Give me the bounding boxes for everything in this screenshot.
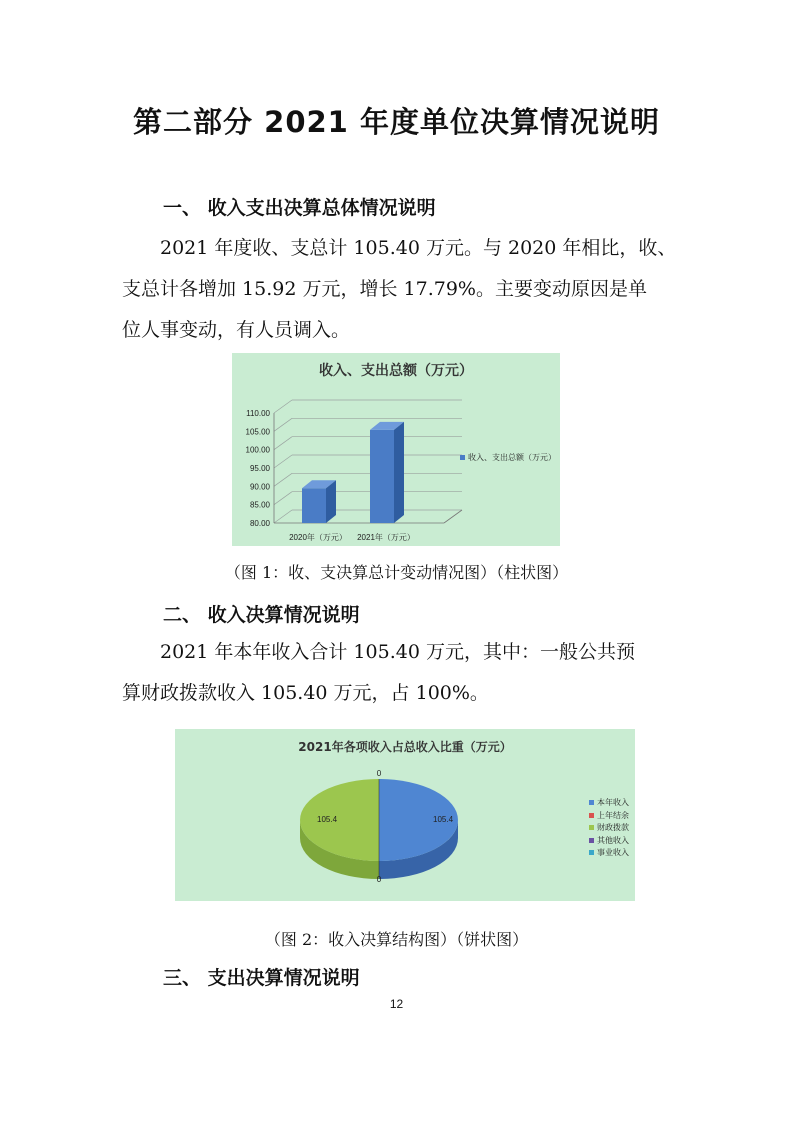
paragraph-line: 2021 年度收、支总计 105.40 万元。与 2020 年相比，收、 xyxy=(160,237,677,259)
page-title: 第二部分 2021 年度单位决算情况说明 xyxy=(133,105,660,139)
grid-line-side xyxy=(274,455,292,468)
page-number: 12 xyxy=(389,997,404,1011)
section1-paragraph xyxy=(122,228,687,351)
grid-line-side xyxy=(274,400,292,413)
y-tick-label: 105.00 xyxy=(245,427,270,437)
y-tick-label: 80.00 xyxy=(249,519,270,528)
legend-item xyxy=(589,822,629,835)
bar-chart xyxy=(232,353,560,546)
grid-line-side xyxy=(274,492,292,505)
section-heading-1: 一、 收入支出决算总体情况说明 xyxy=(163,197,436,219)
grid-line-side xyxy=(274,418,292,431)
paragraph-line: 算财政拨款收入 105.40 万元，占 100%。 xyxy=(122,682,489,704)
bar-chart-plot xyxy=(232,353,560,546)
y-tick-label: 90.00 xyxy=(249,482,270,492)
legend-label: 上年结余 xyxy=(597,810,629,820)
pie-chart-plot xyxy=(175,729,635,901)
pie-data-label: 105.4 xyxy=(317,815,338,824)
legend-item xyxy=(589,835,629,848)
floor-edge xyxy=(444,510,462,523)
section-heading-2: 二、 收入决算情况说明 xyxy=(163,604,360,626)
legend-label: 其他收入 xyxy=(597,835,629,845)
legend-swatch xyxy=(589,813,594,818)
bar-chart-legend xyxy=(460,452,558,463)
pie-data-label: 0 xyxy=(376,875,382,884)
paragraph-line: 支总计各增加 15.92 万元，增长 17.79%。主要变动原因是单 xyxy=(122,278,647,300)
legend-item xyxy=(589,810,629,823)
pie-chart-title: 2021年各项收入占总收入比重（万元） xyxy=(298,740,512,754)
paragraph-line: 位人事变动，有人员调入。 xyxy=(122,319,351,341)
bar-side xyxy=(394,422,404,523)
figure-caption-2: （图 2：收入决算结构图）（饼状图） xyxy=(264,930,529,949)
y-tick-label: 100.00 xyxy=(245,445,270,455)
grid-line-side xyxy=(274,510,292,523)
x-tick-label: 2020年（万元） xyxy=(289,533,347,542)
grid-line-side xyxy=(274,473,292,486)
pie-data-label: 0 xyxy=(376,769,382,778)
figure-caption-1: （图 1：收、支决算总计变动情况图）（柱状图） xyxy=(224,563,569,582)
legend-label: 事业收入 xyxy=(597,848,629,857)
legend-label: 本年收入 xyxy=(597,798,629,807)
y-tick-label: 85.00 xyxy=(249,500,270,510)
y-tick-label: 95.00 xyxy=(249,464,270,473)
pie-data-label: 105.4 xyxy=(433,815,454,824)
paragraph-line: 2021 年本年收入合计 105.40 万元，其中：一般公共预 xyxy=(160,641,635,663)
legend-item xyxy=(589,847,629,860)
legend-swatch xyxy=(589,838,594,843)
pie-chart-legend xyxy=(589,797,629,860)
bar xyxy=(302,488,326,523)
legend-swatch xyxy=(589,825,594,830)
grid-line-side xyxy=(274,437,292,450)
legend-swatch xyxy=(589,850,594,855)
section2-paragraph xyxy=(122,632,687,714)
x-tick-label: 2021年（万元） xyxy=(357,533,415,542)
legend-label: 收入、支出总额（万元） xyxy=(468,453,556,462)
section-heading-3: 三、 支出决算情况说明 xyxy=(163,967,360,989)
legend-swatch xyxy=(460,455,465,460)
y-tick-label: 110.00 xyxy=(246,409,270,418)
bar-chart-title: 收入、支出总额（万元） xyxy=(319,363,473,379)
pie-chart xyxy=(175,729,635,901)
legend-item xyxy=(589,797,629,810)
legend-swatch xyxy=(589,800,594,805)
legend-label: 财政拨款 xyxy=(597,823,629,832)
bar xyxy=(370,430,394,523)
